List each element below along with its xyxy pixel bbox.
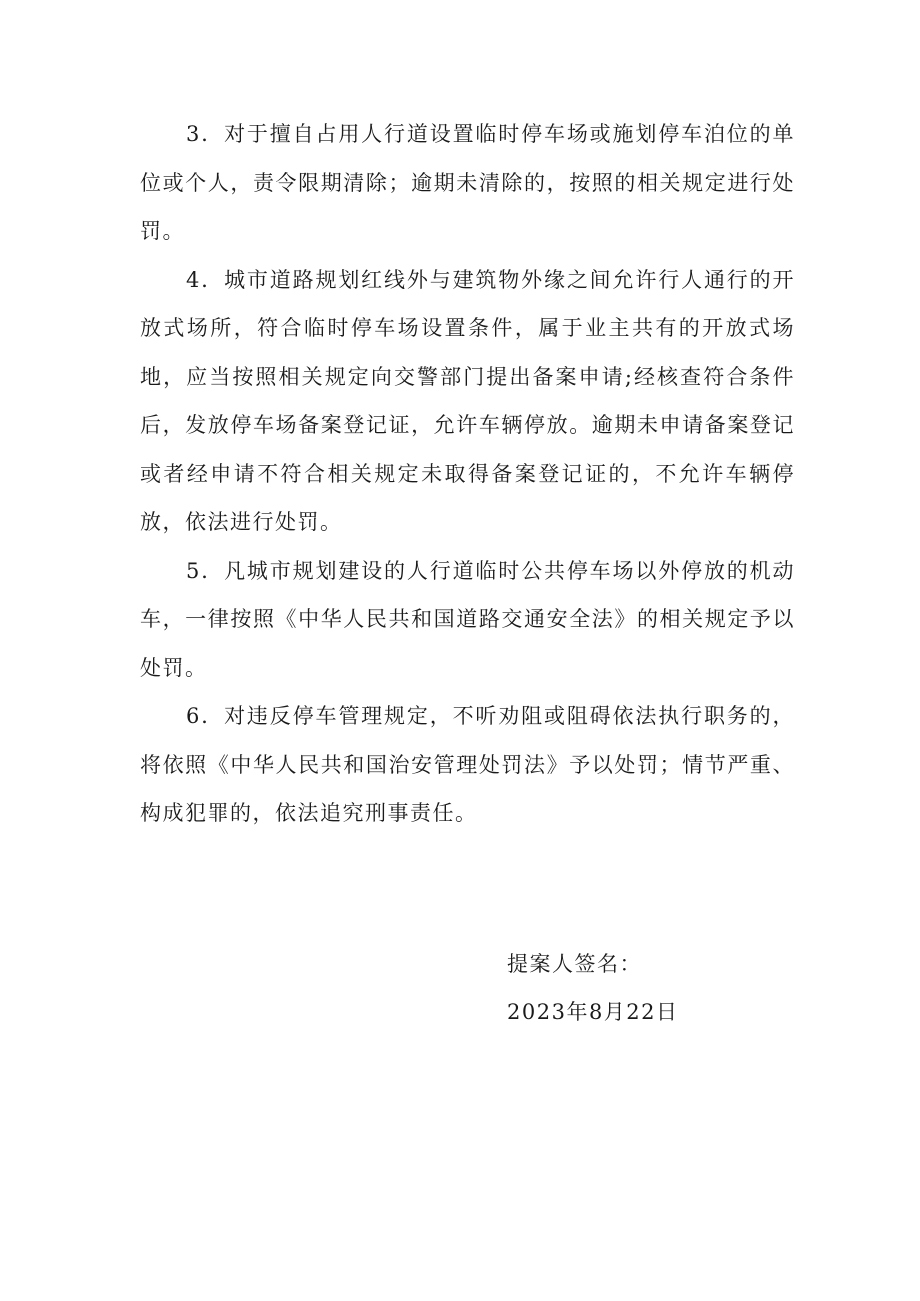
signature-label: 提案人签名： — [507, 952, 642, 976]
document-body — [140, 110, 795, 838]
signature-date: 2023年8月22日 — [507, 1000, 679, 1024]
paragraph-item-3: 3．对于擅自占用人行道设置临时停车场或施划停车泊位的单位或个人，责令限期清除；逾期未清除的，按照的相关规定进行处罚。 — [140, 122, 795, 243]
paragraph-item-4: 4．城市道路规划红线外与建筑物外缘之间允许行人通行的开放式场所，符合临时停车场设置条件，属于业主共有的开放式场地，应当按照相关规定向交警部门提出备案申请;经核查符合条件后，发放停车场备案登记证，允许车辆停放。逾期未申请备案登记或者经申请不符合相关规定未取得备案登记证的，不允许车辆停放，依法进行处罚。 — [140, 267, 795, 534]
signature-block — [507, 940, 827, 1036]
paragraph-item-6: 6．对违反停车管理规定，不听劝阻或阻碍依法执行职务的，将依照《中华人民共和国治安管理处罚法》予以处罚；情节严重、构成犯罪的，依法追究刑事责任。 — [140, 704, 795, 825]
paragraph-item-5: 5．凡城市规划建设的人行道临时公共停车场以外停放的机动车，一律按照《中华人民共和国道路交通安全法》的相关规定予以处罚。 — [140, 558, 795, 680]
